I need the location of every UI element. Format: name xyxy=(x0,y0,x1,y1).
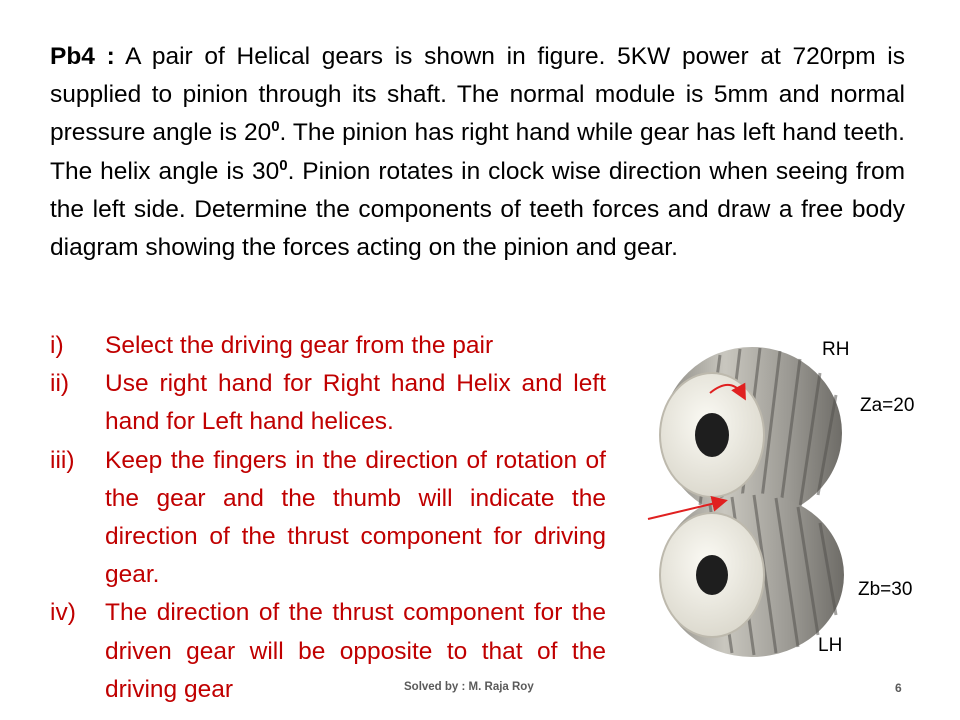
problem-text-3: . Pinion rotates in clock wise direction when seeing from the left side. Determine the components of teeth forces and draw a free body diagram showing the forces acting on the pinion and gear. xyxy=(50,157,905,262)
step-item xyxy=(50,442,606,595)
problem-label: Pb4 : xyxy=(50,43,115,70)
step-text: The direction of the thrust component for the driven gear will be opposite to that of the driving gear xyxy=(105,599,606,703)
label-zb: Zb=30 xyxy=(858,579,913,600)
page-number: 6 xyxy=(895,681,902,695)
step-number: iii) xyxy=(50,446,75,474)
degree-superscript-1: 0 xyxy=(271,118,280,136)
author-credit: Solved by : M. Raja Roy xyxy=(404,681,534,693)
step-text: Keep the fingers in the direction of rotation of the gear and the thumb will indicate the direction of the thrust component for driving gear. xyxy=(105,446,606,589)
driven-gear xyxy=(660,493,844,657)
step-number: ii) xyxy=(50,370,70,398)
gear-pair-illustration xyxy=(640,335,940,665)
step-text: Use right hand for Right hand Helix and left hand for Left hand helices. xyxy=(105,370,606,436)
label-rh: RH xyxy=(822,339,850,360)
step-item xyxy=(50,327,606,365)
helical-gears-figure xyxy=(640,335,940,665)
problem-statement xyxy=(50,38,905,267)
step-item xyxy=(50,365,606,441)
step-text: Select the driving gear from the pair xyxy=(105,332,494,359)
steps-list xyxy=(50,327,606,709)
label-za: Za=20 xyxy=(860,395,915,416)
degree-superscript-2: 0 xyxy=(279,156,288,174)
label-lh: LH xyxy=(818,635,843,656)
step-number: i) xyxy=(50,332,64,359)
problem-text-1: A pair of Helical gears is shown in figure. 5KW power at 720rpm is supplied to pinion through its shaft. The normal module is 5mm and normal pressure angle is 20 xyxy=(50,43,905,147)
problem-text-2: . The pinion has right hand while gear has left hand teeth. The helix angle is 30 xyxy=(50,119,905,185)
step-number: iv) xyxy=(50,599,76,627)
